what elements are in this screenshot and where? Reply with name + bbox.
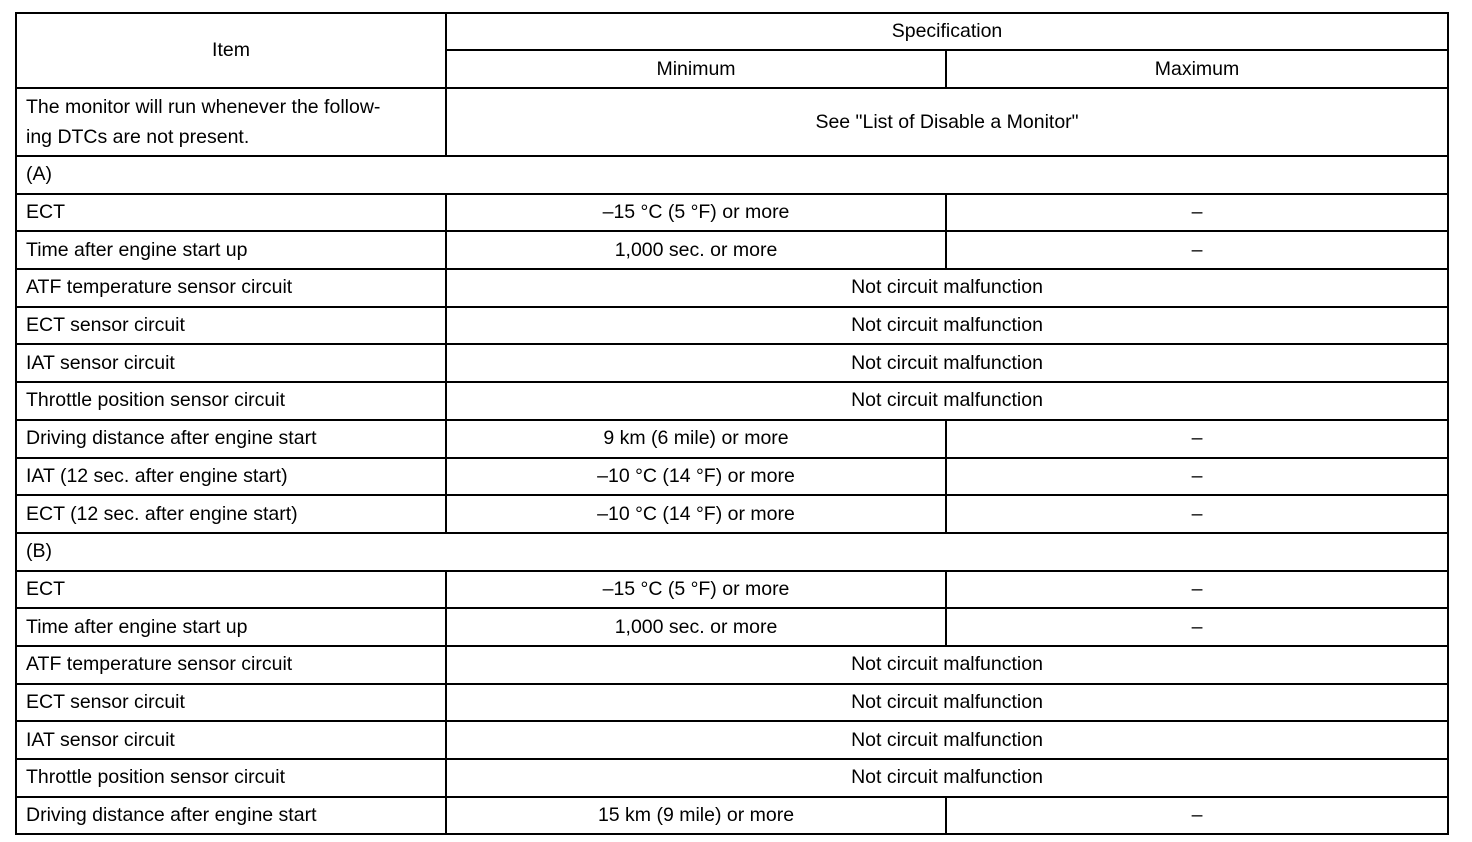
section-row xyxy=(16,156,1448,194)
item-cell: ECT xyxy=(16,571,446,609)
table-row xyxy=(16,721,1448,759)
table-row xyxy=(16,458,1448,496)
table-row xyxy=(16,646,1448,684)
header-item: Item xyxy=(16,13,446,88)
maximum-cell: – xyxy=(946,231,1448,269)
item-cell: Driving distance after engine start xyxy=(16,420,446,458)
maximum-cell: – xyxy=(946,608,1448,646)
minimum-cell: –10 °C (14 °F) or more xyxy=(446,458,946,496)
spec-span-cell: Not circuit malfunction xyxy=(446,382,1448,420)
maximum-cell: – xyxy=(946,797,1448,835)
table-row xyxy=(16,307,1448,345)
header-maximum: Maximum xyxy=(946,50,1448,88)
item-cell: ATF temperature sensor circuit xyxy=(16,646,446,684)
maximum-cell: – xyxy=(946,571,1448,609)
table-row xyxy=(16,420,1448,458)
item-cell: Driving distance after engine start xyxy=(16,797,446,835)
section-row xyxy=(16,533,1448,571)
spec-span-cell: Not circuit malfunction xyxy=(446,684,1448,722)
intro-row xyxy=(16,88,1448,156)
table-row xyxy=(16,231,1448,269)
header-specification: Specification xyxy=(446,13,1448,50)
spec-span-cell: Not circuit malfunction xyxy=(446,269,1448,307)
intro-item-cell xyxy=(16,88,446,156)
spec-span-cell: Not circuit malfunction xyxy=(446,646,1448,684)
table-row xyxy=(16,608,1448,646)
maximum-cell: – xyxy=(946,194,1448,232)
maximum-cell: – xyxy=(946,420,1448,458)
table-row xyxy=(16,269,1448,307)
intro-spec: See "List of Disable a Monitor" xyxy=(446,88,1448,156)
item-cell: IAT sensor circuit xyxy=(16,344,446,382)
item-cell: Throttle position sensor circuit xyxy=(16,382,446,420)
minimum-cell: –15 °C (5 °F) or more xyxy=(446,194,946,232)
item-cell: ECT sensor circuit xyxy=(16,307,446,345)
item-cell: IAT sensor circuit xyxy=(16,721,446,759)
table-row xyxy=(16,797,1448,835)
item-cell: IAT (12 sec. after engine start) xyxy=(16,458,446,496)
section-label: (A) xyxy=(16,156,1448,194)
minimum-cell: –15 °C (5 °F) or more xyxy=(446,571,946,609)
item-cell: ECT xyxy=(16,194,446,232)
spec-span-cell: Not circuit malfunction xyxy=(446,759,1448,797)
table-row xyxy=(16,759,1448,797)
table-row xyxy=(16,194,1448,232)
table-row xyxy=(16,571,1448,609)
maximum-cell: – xyxy=(946,495,1448,533)
intro-item-line1: The monitor will run whenever the follow- xyxy=(26,95,381,118)
section-label: (B) xyxy=(16,533,1448,571)
spec-span-cell: Not circuit malfunction xyxy=(446,344,1448,382)
item-cell: Time after engine start up xyxy=(16,231,446,269)
maximum-cell: – xyxy=(946,458,1448,496)
spec-span-cell: Not circuit malfunction xyxy=(446,307,1448,345)
table-row xyxy=(16,684,1448,722)
table-row xyxy=(16,495,1448,533)
item-cell: ECT sensor circuit xyxy=(16,684,446,722)
item-cell: ECT (12 sec. after engine start) xyxy=(16,495,446,533)
minimum-cell: –10 °C (14 °F) or more xyxy=(446,495,946,533)
table-row xyxy=(16,382,1448,420)
intro-item-line2: ing DTCs are not present. xyxy=(26,126,250,148)
item-cell: Time after engine start up xyxy=(16,608,446,646)
minimum-cell: 1,000 sec. or more xyxy=(446,608,946,646)
header-row-1 xyxy=(16,13,1448,50)
minimum-cell: 15 km (9 mile) or more xyxy=(446,797,946,835)
minimum-cell: 9 km (6 mile) or more xyxy=(446,420,946,458)
table-row xyxy=(16,344,1448,382)
spec-table xyxy=(15,12,1449,835)
minimum-cell: 1,000 sec. or more xyxy=(446,231,946,269)
item-cell: Throttle position sensor circuit xyxy=(16,759,446,797)
item-cell: ATF temperature sensor circuit xyxy=(16,269,446,307)
spec-span-cell: Not circuit malfunction xyxy=(446,721,1448,759)
header-minimum: Minimum xyxy=(446,50,946,88)
